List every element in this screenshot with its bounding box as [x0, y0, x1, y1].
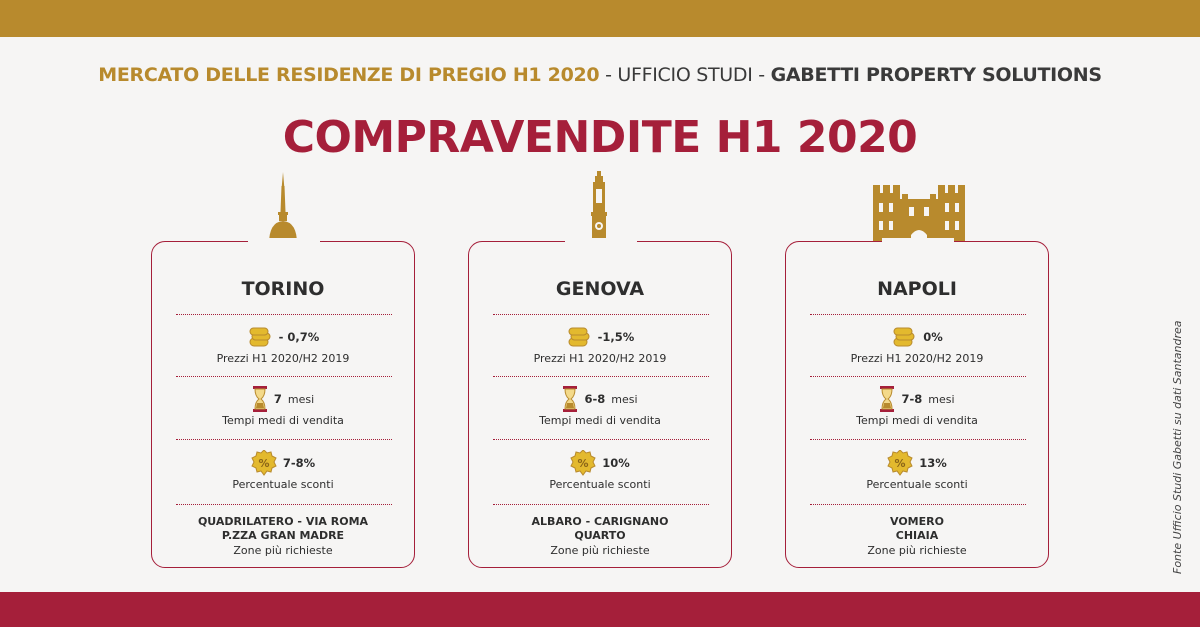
bottom-band [0, 592, 1200, 627]
divider [493, 504, 709, 505]
price-value: 0% [923, 330, 943, 344]
zones [152, 515, 414, 559]
percent-badge-icon [251, 450, 277, 476]
divider [176, 439, 392, 440]
card-notch [248, 238, 320, 246]
time-label: Tempi medi di vendita [856, 414, 978, 427]
price-metric [786, 324, 1048, 365]
price-value: -1,5% [597, 330, 635, 344]
price-label: Prezzi H1 2020/H2 2019 [216, 352, 350, 365]
svg-text:%: % [894, 457, 906, 470]
coins-icon [247, 326, 273, 348]
divider [493, 314, 709, 315]
time-unit: mesi [928, 392, 955, 406]
header-department: UFFICIO STUDI [617, 64, 753, 86]
page-title: COMPRAVENDITE H1 2020 [282, 112, 918, 163]
time-unit: mesi [611, 392, 638, 406]
discount-label: Percentuale sconti [549, 478, 651, 491]
zone-line-2: P.ZZA GRAN MADRE [221, 529, 345, 542]
zones-caption: Zone più richieste [867, 544, 967, 557]
header-company: GABETTI PROPERTY SOLUTIONS [770, 64, 1102, 86]
header-report-title: MERCATO DELLE RESIDENZE DI PREGIO H1 2020 [98, 64, 600, 86]
time-label: Tempi medi di vendita [539, 414, 661, 427]
divider [493, 439, 709, 440]
source-note: Fonte Ufficio Studi Gabetti su dati Santandrea [1171, 320, 1184, 574]
price-label: Prezzi H1 2020/H2 2019 [850, 352, 984, 365]
svg-text:%: % [258, 457, 270, 470]
coins-icon [566, 326, 592, 348]
divider [810, 314, 1026, 315]
city-card-napoli [785, 241, 1049, 568]
svg-text:%: % [577, 457, 589, 470]
percent-badge-icon [570, 450, 596, 476]
header-separator: - [752, 64, 771, 86]
header [0, 64, 1200, 86]
zone-line-1: QUADRILATERO - VIA ROMA [197, 515, 369, 528]
time-metric [469, 386, 731, 427]
city-card-torino [151, 241, 415, 568]
city-name: NAPOLI [877, 278, 957, 300]
zone-line-2: CHIAIA [895, 529, 939, 542]
divider [493, 376, 709, 377]
zones-caption: Zone più richieste [233, 544, 333, 557]
zone-line-1: ALBARO - CARIGNANO [531, 515, 669, 528]
discount-metric [469, 450, 731, 491]
hourglass-icon [252, 386, 268, 412]
discount-value: 7-8% [282, 456, 316, 470]
divider [810, 504, 1026, 505]
city-name: GENOVA [555, 278, 645, 300]
time-metric [786, 386, 1048, 427]
header-separator: - [599, 64, 618, 86]
price-metric [152, 324, 414, 365]
divider [176, 376, 392, 377]
price-value: - 0,7% [278, 330, 320, 344]
time-label: Tempi medi di vendita [222, 414, 344, 427]
hourglass-icon [879, 386, 895, 412]
time-value: 7-8 [901, 392, 923, 406]
price-label: Prezzi H1 2020/H2 2019 [533, 352, 667, 365]
city-card-genova [468, 241, 732, 568]
zone-line-2: QUARTO [574, 529, 626, 542]
price-metric [469, 324, 731, 365]
zones [469, 515, 731, 559]
city-name: TORINO [241, 278, 325, 300]
discount-value: 10% [602, 456, 630, 470]
time-value: 7 [273, 392, 282, 406]
time-unit: mesi [287, 392, 315, 406]
percent-badge-icon [887, 450, 913, 476]
top-band [0, 0, 1200, 37]
zones [786, 515, 1048, 559]
divider [810, 376, 1026, 377]
discount-metric [152, 450, 414, 491]
hourglass-icon [562, 386, 578, 412]
discount-label: Percentuale sconti [866, 478, 968, 491]
divider [176, 314, 392, 315]
zone-line-1: VOMERO [890, 515, 944, 528]
divider [176, 504, 392, 505]
divider [810, 439, 1026, 440]
time-value: 6-8 [584, 392, 606, 406]
discount-metric [786, 450, 1048, 491]
coins-icon [891, 326, 917, 348]
zones-caption: Zone più richieste [550, 544, 650, 557]
card-notch [882, 238, 954, 246]
card-notch [565, 238, 637, 246]
discount-label: Percentuale sconti [232, 478, 334, 491]
time-metric [152, 386, 414, 427]
discount-value: 13% [919, 456, 947, 470]
